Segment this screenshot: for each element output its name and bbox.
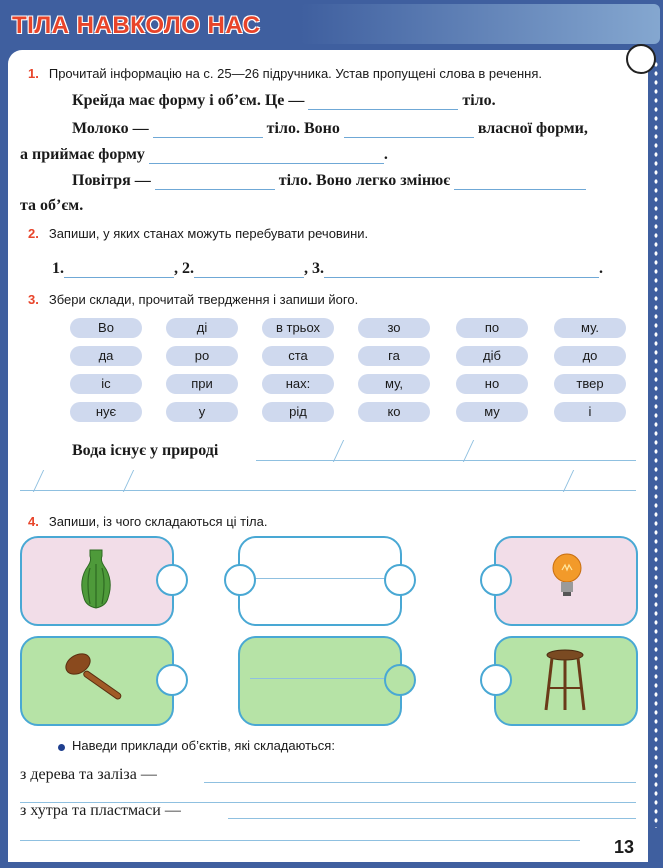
task-1-line-2: Молоко — тіло. Воно власної форми, bbox=[72, 120, 588, 137]
task-2-answer-line: 1. , 2. , 3. . bbox=[52, 260, 603, 277]
syllable-chip[interactable]: зо bbox=[358, 318, 430, 338]
spoon-icon bbox=[62, 650, 132, 710]
vase-icon bbox=[76, 548, 116, 610]
task-1-line-3: а приймає форму . bbox=[20, 146, 388, 163]
blank-input[interactable] bbox=[454, 189, 586, 190]
page-title: ТІЛА НАВКОЛО НАС bbox=[12, 12, 261, 39]
puzzle-piece-answer-1[interactable] bbox=[238, 536, 402, 626]
task-3-answer-start: Вода існує у природі bbox=[72, 442, 219, 459]
syllable-chip[interactable]: при bbox=[166, 374, 238, 394]
blank-input[interactable] bbox=[194, 277, 304, 278]
task-1-line-1: Крейда має форму і об’єм. Це — тіло. bbox=[72, 92, 496, 109]
decorative-dots bbox=[653, 60, 659, 828]
answer-line[interactable] bbox=[204, 782, 636, 783]
puzzle-knob bbox=[224, 564, 256, 596]
blank-input[interactable] bbox=[344, 137, 474, 138]
syllable-chip[interactable]: ро bbox=[166, 346, 238, 366]
lightbulb-icon bbox=[550, 552, 584, 602]
guide-slash bbox=[463, 440, 474, 462]
example-2-label: з хутра та пластмаси — bbox=[20, 802, 181, 819]
syllable-chip[interactable]: ді bbox=[166, 318, 238, 338]
puzzle-knob bbox=[156, 564, 188, 596]
blank-input[interactable] bbox=[308, 109, 458, 110]
syllable-chip[interactable]: твер bbox=[554, 374, 626, 394]
task-1-instruction: 1. Прочитай інформацію на с. 25—26 підручника. Устав пропущені слова в речення. bbox=[28, 66, 542, 81]
syllable-chip[interactable]: іс bbox=[70, 374, 142, 394]
puzzle-knob bbox=[384, 564, 416, 596]
answer-line bbox=[250, 578, 390, 579]
answer-line[interactable] bbox=[228, 818, 636, 819]
task-4-instruction: 4. Запиши, із чого складаються ці тіла. bbox=[28, 514, 268, 529]
content-sheet bbox=[8, 50, 648, 862]
syllable-chip[interactable]: до bbox=[554, 346, 626, 366]
puzzle-piece-answer-2[interactable] bbox=[238, 636, 402, 726]
syllable-chip[interactable]: да bbox=[70, 346, 142, 366]
puzzle-piece-spoon bbox=[20, 636, 174, 726]
blank-input[interactable] bbox=[155, 189, 275, 190]
syllable-chip[interactable]: діб bbox=[456, 346, 528, 366]
corner-circle-icon bbox=[626, 44, 656, 74]
syllable-chip[interactable]: у bbox=[166, 402, 238, 422]
syllable-chip[interactable]: в трьох bbox=[262, 318, 334, 338]
syllable-chip[interactable]: му. bbox=[554, 318, 626, 338]
blank-input[interactable] bbox=[324, 277, 599, 278]
puzzle-piece-stool bbox=[494, 636, 638, 726]
task-4-subinstruction: Наведи приклади об’єктів, які складаються: bbox=[72, 738, 335, 753]
guide-slash bbox=[333, 440, 344, 462]
answer-line[interactable] bbox=[256, 460, 636, 461]
puzzle-piece-lightbulb bbox=[494, 536, 638, 626]
task-3-instruction: 3. Збери склади, прочитай твердження і запиши його. bbox=[28, 292, 359, 307]
syllable-chip[interactable]: му bbox=[456, 402, 528, 422]
puzzle-knob bbox=[384, 664, 416, 696]
puzzle-knob bbox=[480, 664, 512, 696]
answer-line[interactable] bbox=[20, 490, 636, 491]
example-1-label: з дерева та заліза — bbox=[20, 766, 157, 783]
guide-slash bbox=[563, 470, 574, 492]
syllable-chip[interactable]: Во bbox=[70, 318, 142, 338]
syllable-chip[interactable]: рід bbox=[262, 402, 334, 422]
syllable-chip[interactable]: но bbox=[456, 374, 528, 394]
blank-input[interactable] bbox=[153, 137, 263, 138]
syllable-chip[interactable]: нах: bbox=[262, 374, 334, 394]
answer-line bbox=[250, 678, 390, 679]
guide-slash bbox=[123, 470, 134, 492]
blank-input[interactable] bbox=[149, 163, 384, 164]
syllable-chip[interactable]: і bbox=[554, 402, 626, 422]
page-number: 13 bbox=[603, 832, 645, 862]
puzzle-piece-vase bbox=[20, 536, 174, 626]
syllable-chip[interactable]: ста bbox=[262, 346, 334, 366]
task-1-line-5: та об’єм. bbox=[20, 197, 84, 214]
syllable-chip[interactable]: нує bbox=[70, 402, 142, 422]
stool-icon bbox=[540, 648, 590, 714]
task-1-line-4: Повітря — тіло. Воно легко змінює bbox=[72, 172, 586, 190]
puzzle-knob bbox=[480, 564, 512, 596]
syllable-chip[interactable]: по bbox=[456, 318, 528, 338]
puzzle-knob bbox=[156, 664, 188, 696]
header bbox=[0, 0, 663, 50]
task-2-instruction: 2. Запиши, у яких станах можуть перебувати речовини. bbox=[28, 226, 369, 241]
answer-line[interactable] bbox=[20, 840, 580, 841]
bullet-icon bbox=[58, 744, 65, 751]
syllable-chip[interactable]: ко bbox=[358, 402, 430, 422]
blank-input[interactable] bbox=[64, 277, 174, 278]
guide-slash bbox=[33, 470, 44, 492]
syllable-chip[interactable]: му, bbox=[358, 374, 430, 394]
syllable-chip[interactable]: га bbox=[358, 346, 430, 366]
header-background bbox=[300, 4, 660, 44]
